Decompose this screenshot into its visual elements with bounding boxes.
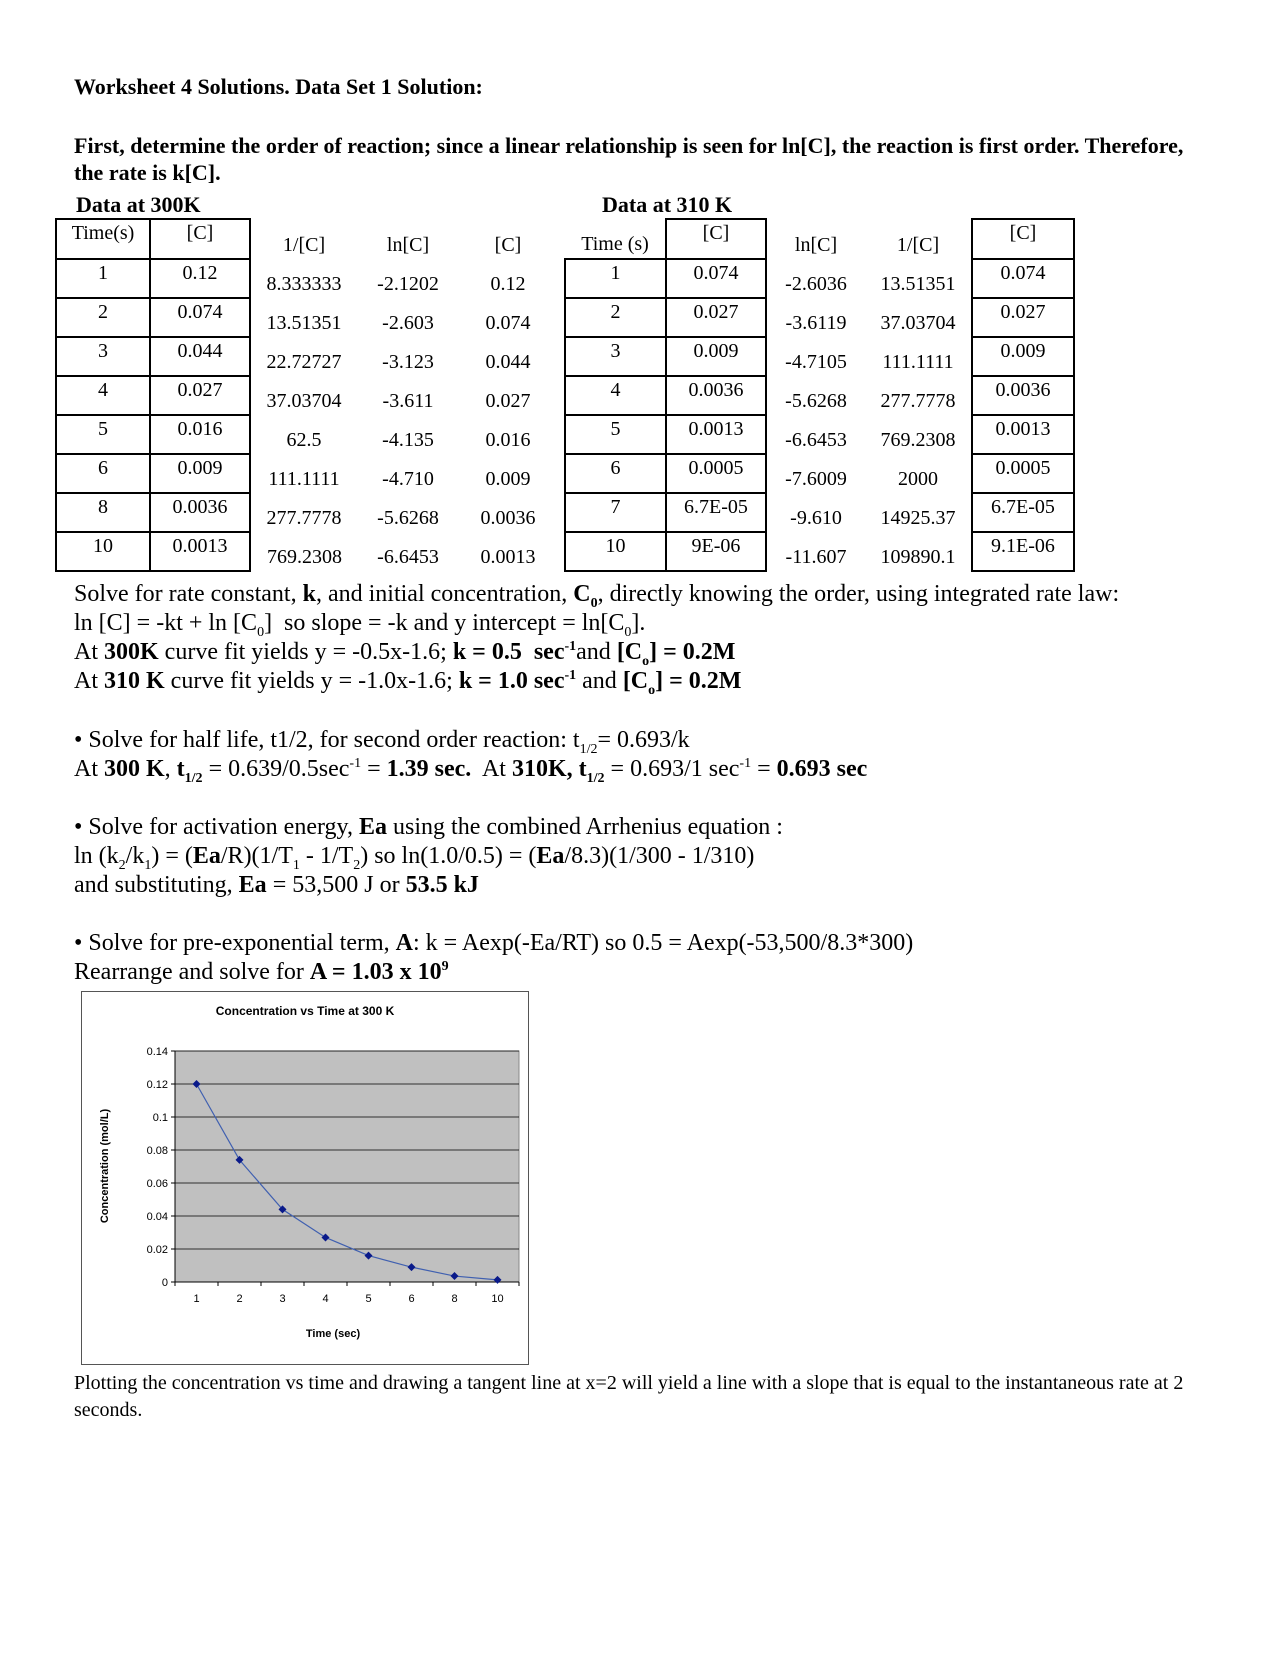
table-cell: -3.611 bbox=[382, 390, 434, 412]
rate-constant-line4: At 310 K curve fit yields y = -1.0x-1.6; k = 1.0 $\sec^{-1}$ and $[C_o] = 0.2M$ bbox=[74, 668, 742, 698]
column-header: Time(s) bbox=[56, 219, 150, 259]
table-cell: 0.074 bbox=[666, 259, 766, 298]
table-cell: 0.027 bbox=[150, 376, 250, 415]
data310-body bbox=[565, 259, 1074, 571]
table-row bbox=[56, 415, 558, 454]
table-cell: 37.03704 bbox=[266, 390, 342, 412]
data300-body bbox=[56, 259, 558, 571]
table-cell: 14925.37 bbox=[880, 507, 956, 529]
table-cell: 5 bbox=[56, 415, 150, 454]
column-header: [C] bbox=[972, 219, 1074, 259]
data310-table bbox=[564, 218, 1075, 572]
table-cell: 6 bbox=[565, 454, 666, 493]
x-tick-label: 3 bbox=[279, 1293, 286, 1305]
table-cell: 0.074 bbox=[150, 298, 250, 337]
y-tick-label: 0.02 bbox=[146, 1244, 168, 1256]
data310-label: Data at 310 K bbox=[602, 192, 733, 217]
table-cell: 0.12 bbox=[490, 273, 526, 295]
table-cell: 7 bbox=[565, 493, 666, 532]
table-cell: -5.6268 bbox=[785, 390, 847, 412]
table-cell: -4.7105 bbox=[785, 351, 847, 373]
table-cell: 0.0036 bbox=[666, 376, 766, 415]
table-cell: 4 bbox=[565, 376, 666, 415]
table-cell: 0.0013 bbox=[480, 546, 536, 568]
table-cell: -2.603 bbox=[382, 312, 434, 334]
y-tick-label: 0.12 bbox=[146, 1079, 168, 1091]
y-tick-label: 0.14 bbox=[146, 1046, 168, 1058]
data300-table bbox=[55, 218, 559, 572]
table-cell: 0.009 bbox=[972, 337, 1074, 376]
table-row bbox=[565, 493, 1074, 532]
table-cell: 277.7778 bbox=[880, 390, 956, 412]
intro-text: First, determine the order of reaction; since a linear relationship is seen for ln[C], the reaction is first order. Therefore, the rate is k[C]. bbox=[74, 133, 1184, 185]
rate-constant-line2: $\ln [C] = -kt + \ln [C_0]$ so slope = -k and y intercept = $\ln[C_0]$. bbox=[74, 610, 646, 640]
table-cell: -6.6453 bbox=[785, 429, 847, 451]
table-cell: -4.710 bbox=[382, 468, 434, 490]
rate-constant-line3: At 300K curve fit yields y = -0.5x-1.6; k = 0.5 $\sec^{-1}and$ $[C_o] = 0.2M$ bbox=[74, 639, 736, 669]
table-cell: 2000 bbox=[898, 468, 938, 490]
chart-svg bbox=[82, 992, 528, 1364]
table-cell: 0.0036 bbox=[150, 493, 250, 532]
y-tick-label: 0.08 bbox=[146, 1145, 168, 1157]
x-tick-label: 4 bbox=[322, 1293, 329, 1305]
table-cell: 2 bbox=[565, 298, 666, 337]
concentration-chart bbox=[81, 991, 529, 1365]
y-axis-label: Concentration (mol/L) bbox=[99, 1108, 111, 1224]
table-cell: 6.7E-05 bbox=[666, 493, 766, 532]
table-cell: -3.123 bbox=[382, 351, 434, 373]
table-cell: 0.0013 bbox=[150, 532, 250, 571]
table-cell: 0.074 bbox=[972, 259, 1074, 298]
table-cell: 0.0013 bbox=[972, 415, 1074, 454]
activation-line2: $\ln (k_2/k_1) = (Ea/R)(1/T_1 - 1/T_2)$ so ln(1.0/0.5) = (Ea/8.3)(1/300 - 1/310) bbox=[74, 843, 755, 873]
table-cell: 13.51351 bbox=[880, 273, 956, 295]
table-header-row bbox=[56, 219, 558, 259]
x-tick-label: 8 bbox=[451, 1293, 458, 1305]
table-cell: 769.2308 bbox=[880, 429, 956, 451]
table-cell: 6.7E-05 bbox=[972, 493, 1074, 532]
table-cell: 0.074 bbox=[485, 312, 531, 334]
table-cell: 277.7778 bbox=[266, 507, 342, 529]
y-tick-label: 0.06 bbox=[146, 1178, 168, 1190]
table-row bbox=[56, 376, 558, 415]
table-cell: 0.0005 bbox=[666, 454, 766, 493]
column-header: [C] bbox=[150, 219, 250, 259]
y-tick-label: 0.04 bbox=[146, 1211, 168, 1223]
table-cell: 109890.1 bbox=[880, 546, 956, 568]
footer-text: Plotting the concentration vs time and drawing a tangent line at x=2 will yield a line with a slope that is equal to the instantaneous rate at 2 seconds. bbox=[74, 1372, 1184, 1421]
table-cell: 111.1111 bbox=[882, 351, 954, 373]
table-cell: 1 bbox=[56, 259, 150, 298]
table-cell: 9E-06 bbox=[666, 532, 766, 571]
half-life-line2: At 300 K, $t_{1/2} = 0.639/0.5\sec^{-1} = 1.39$ sec. At 310K, $t_{1/2} = 0.693/1$ $\sec^{-1} = 0.693$ sec bbox=[74, 756, 868, 786]
table-cell: 5 bbox=[565, 415, 666, 454]
table-row bbox=[565, 532, 1074, 571]
table-cell: -7.6009 bbox=[785, 468, 847, 490]
x-tick-label: 5 bbox=[365, 1293, 372, 1305]
table-cell: -3.6119 bbox=[785, 312, 847, 334]
table-cell: 3 bbox=[565, 337, 666, 376]
table-cell: 62.5 bbox=[286, 429, 322, 451]
table-cell: 4 bbox=[56, 376, 150, 415]
table-cell: 0.0005 bbox=[972, 454, 1074, 493]
table-cell: -4.135 bbox=[382, 429, 434, 451]
table-row bbox=[565, 376, 1074, 415]
column-header: 1/[C] bbox=[896, 234, 940, 256]
rate-constant-line1: Solve for rate constant, k, and initial concentration, $C_0$, directly knowing the order, using integrated rate law: bbox=[74, 581, 1120, 611]
table-cell: 0.044 bbox=[150, 337, 250, 376]
table-header-row bbox=[565, 219, 1074, 259]
table-row bbox=[565, 337, 1074, 376]
preexp-line2: Rearrange and solve for A = 1.03 x $10^9$ bbox=[74, 959, 449, 985]
table-cell: 6 bbox=[56, 454, 150, 493]
x-tick-label: 10 bbox=[491, 1293, 504, 1305]
x-axis-label: Time (sec) bbox=[305, 1328, 361, 1340]
table-row bbox=[565, 298, 1074, 337]
table-cell: 0.12 bbox=[150, 259, 250, 298]
table-cell: 0.016 bbox=[150, 415, 250, 454]
column-header: ln[C] bbox=[794, 234, 838, 256]
table-cell: 8.333333 bbox=[266, 273, 342, 295]
half-life-line1: • Solve for half life, t1/2, for second order reaction: $t_{1/2}= 0.693/k$ bbox=[74, 727, 690, 757]
table-cell: 9.1E-06 bbox=[972, 532, 1074, 571]
table-cell: 2 bbox=[56, 298, 150, 337]
table-cell: 1 bbox=[565, 259, 666, 298]
table-cell: 769.2308 bbox=[267, 546, 342, 568]
y-tick-label: 0 bbox=[161, 1277, 168, 1289]
table-row bbox=[56, 454, 558, 493]
table-cell: -9.610 bbox=[790, 507, 842, 529]
plot-area bbox=[175, 1051, 519, 1282]
page-title: Worksheet 4 Solutions. Data Set 1 Solution: bbox=[74, 74, 483, 99]
table-row bbox=[565, 415, 1074, 454]
table-cell: 0.009 bbox=[150, 454, 250, 493]
activation-line1: • Solve for activation energy, Ea using the combined Arrhenius equation : bbox=[74, 814, 783, 840]
column-header: 1/[C] bbox=[282, 234, 326, 256]
table-cell: -5.6268 bbox=[377, 507, 439, 529]
table-cell: 0.0013 bbox=[666, 415, 766, 454]
column-header: Time (s) bbox=[581, 233, 649, 255]
table-cell: 0.0036 bbox=[480, 507, 536, 529]
table-row bbox=[56, 493, 558, 532]
table-cell: -2.6036 bbox=[785, 273, 847, 295]
table-cell: -11.607 bbox=[785, 546, 847, 568]
data300-label: Data at 300K bbox=[76, 192, 201, 217]
table-cell: 37.03704 bbox=[880, 312, 956, 334]
chart-title: Concentration vs Time at 300 K bbox=[215, 1004, 395, 1018]
table-row bbox=[56, 532, 558, 571]
table-cell: 0.016 bbox=[485, 429, 531, 451]
table-row bbox=[56, 337, 558, 376]
table-row bbox=[56, 298, 558, 337]
activation-line3: and substituting, Ea = 53,500 J or 53.5 kJ bbox=[74, 872, 479, 898]
table-cell: 13.51351 bbox=[266, 312, 342, 334]
table-cell: 111.1111 bbox=[268, 468, 340, 490]
table-cell: 0.044 bbox=[485, 351, 531, 373]
column-header: [C] bbox=[666, 219, 766, 259]
column-header: [C] bbox=[494, 234, 522, 256]
column-header: ln[C] bbox=[386, 234, 430, 256]
table-row bbox=[565, 454, 1074, 493]
table-cell: 10 bbox=[56, 532, 150, 571]
table-cell: 0.0036 bbox=[972, 376, 1074, 415]
table-cell: 3 bbox=[56, 337, 150, 376]
x-tick-label: 2 bbox=[236, 1293, 243, 1305]
table-row bbox=[565, 259, 1074, 298]
table-cell: 22.72727 bbox=[266, 351, 342, 373]
table-cell: -2.1202 bbox=[377, 273, 439, 295]
table-cell: 0.027 bbox=[485, 390, 531, 412]
table-cell: -6.6453 bbox=[377, 546, 439, 568]
y-tick-label: 0.1 bbox=[152, 1112, 168, 1124]
preexp-line1: • Solve for pre-exponential term, A: k = Aexp(-Ea/RT) so 0.5 = Aexp(-53,500/8.3*300) bbox=[74, 930, 914, 956]
x-tick-label: 6 bbox=[408, 1293, 415, 1305]
table-cell: 0.009 bbox=[485, 468, 531, 490]
x-tick-label: 1 bbox=[193, 1293, 200, 1305]
table-row bbox=[56, 259, 558, 298]
table-cell: 10 bbox=[565, 532, 666, 571]
table-cell: 8 bbox=[56, 493, 150, 532]
table-cell: 0.027 bbox=[666, 298, 766, 337]
table-cell: 0.027 bbox=[972, 298, 1074, 337]
table-cell: 0.009 bbox=[666, 337, 766, 376]
